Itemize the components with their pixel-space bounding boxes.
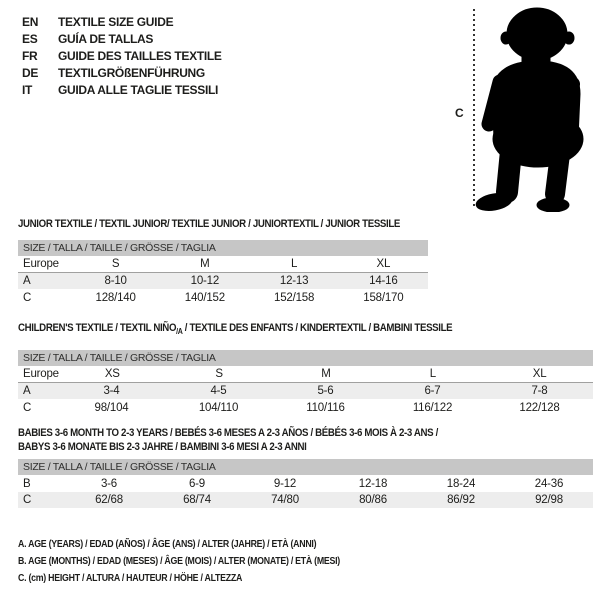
lang-code: ES — [22, 31, 38, 46]
table-cell: 128/140 — [95, 291, 136, 304]
table-cell: 12-13 — [279, 275, 309, 287]
heading-text: CHILDREN'S TEXTILE / TEXTIL NIÑO — [18, 322, 177, 334]
table-header-row — [18, 366, 593, 383]
lang-row-de — [22, 64, 222, 81]
footnote-c: C. (cm) HEIGHT / ALTURA / HAUTEUR / HÖHE / ALTEZZA — [18, 573, 243, 584]
lang-label: TEXTILE SIZE GUIDE — [58, 14, 174, 29]
table-header-cell: L — [429, 368, 436, 381]
section-heading: BABYS 3-6 MONATE BIS 2-3 JAHRE / BAMBINI 3-6 MESI A 2-3 ANNI — [18, 441, 307, 453]
lang-row-it — [22, 81, 222, 98]
lang-label: TEXTILGRÖßENFÜHRUNG — [58, 65, 205, 80]
table-cell: 5-6 — [317, 385, 334, 398]
heading-subscript: /A — [176, 327, 183, 337]
height-c-label: C — [455, 106, 464, 120]
table-row — [18, 492, 593, 508]
table-cell: 3-6 — [100, 477, 118, 490]
table-cell: 10-12 — [190, 275, 220, 287]
table-cell: 86/92 — [447, 494, 475, 506]
table-cell: 6-9 — [188, 477, 206, 490]
lang-label: GUÍA DE TALLAS — [58, 31, 154, 46]
footnotes — [18, 536, 384, 587]
language-guide — [22, 13, 222, 98]
section-heading — [18, 321, 524, 339]
table-header-cell: XL — [376, 258, 391, 270]
table-cell: 62/68 — [95, 494, 123, 506]
lang-code: EN — [22, 14, 39, 29]
table-cell: 116/122 — [412, 401, 453, 414]
table-row — [18, 399, 593, 416]
row-label: C — [23, 291, 32, 304]
table-cell: 4-5 — [210, 385, 227, 398]
size-bar: SIZE / TALLA / TAILLE / GRÖSSE / TAGLIA — [18, 240, 428, 256]
table-row — [18, 273, 428, 289]
table-header-cell: M — [321, 368, 331, 381]
table-header-cell: Europe — [23, 368, 59, 381]
lang-label: GUIDE DES TAILLES TEXTILE — [58, 48, 222, 63]
section-heading: JUNIOR TEXTILE / TEXTIL JUNIOR/ TEXTILE JUNIOR / JUNIORTEXTIL / JUNIOR TESSILE — [18, 218, 401, 230]
row-label: A — [23, 385, 31, 398]
table-cell: 158/170 — [363, 291, 404, 304]
table-header-cell: S — [215, 368, 223, 381]
size-bar: SIZE / TALLA / TAILLE / GRÖSSE / TAGLIA — [18, 459, 593, 475]
table-row — [18, 383, 593, 399]
table-header-cell: XL — [532, 368, 547, 381]
table-header-cell: Europe — [23, 258, 59, 270]
row-label: A — [23, 275, 31, 287]
table-cell: 110/116 — [306, 401, 345, 414]
table-header-cell: L — [291, 258, 298, 270]
lang-row-en — [22, 13, 222, 30]
heading-text: / TEXTILE DES ENFANTS / KINDERTEXTIL / BAMBINI TESSILE — [182, 322, 453, 334]
table-row — [18, 289, 428, 306]
table-cell: 92/98 — [535, 494, 563, 506]
row-label: C — [23, 401, 32, 414]
section-junior — [18, 217, 428, 306]
table-header-row — [18, 256, 428, 273]
table-header-cell: M — [200, 258, 210, 270]
table-cell: 104/110 — [198, 401, 239, 414]
table-row — [18, 475, 593, 492]
table-cell: 7-8 — [531, 385, 548, 398]
section-children — [18, 321, 593, 416]
row-label: C — [23, 494, 32, 506]
section-babies — [18, 426, 593, 508]
table-cell: 74/80 — [271, 494, 299, 506]
table-cell: 3-4 — [103, 385, 120, 398]
lang-code: FR — [22, 48, 38, 63]
table-cell: 9-12 — [273, 477, 297, 490]
row-label: B — [23, 477, 31, 490]
table-cell: 140/152 — [184, 291, 225, 304]
section-heading: BABIES 3-6 MONTH TO 2-3 YEARS / BEBÉS 3-6 MESES A 2-3 AÑOS / BÉBÉS 3-6 MOIS À 2-3 ANS / — [18, 427, 438, 439]
table-header-cell: S — [111, 258, 120, 270]
table-cell: 68/74 — [183, 494, 211, 506]
lang-row-es — [22, 30, 222, 47]
footnote-a: A. AGE (YEARS) / EDAD (AÑOS) / ÂGE (ANS) / ALTER (JAHRE) / ETÀ (ANNI) — [18, 539, 317, 550]
table-cell: 18-24 — [446, 477, 476, 490]
table-cell: 12-18 — [358, 477, 388, 490]
size-bar: SIZE / TALLA / TAILLE / GRÖSSE / TAGLIA — [18, 350, 593, 366]
table-cell: 122/128 — [519, 401, 560, 414]
table-cell: 152/158 — [274, 291, 315, 304]
lang-row-fr — [22, 47, 222, 64]
table-cell: 24-36 — [534, 477, 564, 490]
toddler-silhouette — [467, 6, 598, 212]
table-cell: 80/86 — [359, 494, 387, 506]
lang-label: GUIDA ALLE TAGLIE TESSILI — [58, 82, 219, 97]
footnote-b: B. AGE (MONTHS) / EDAD (MESES) / ÂGE (MOIS) / ALTER (MONATE) / ETÀ (MESI) — [18, 556, 340, 567]
toddler-body — [475, 8, 583, 212]
table-cell: 8-10 — [104, 275, 127, 287]
table-header-cell: XS — [104, 368, 120, 381]
lang-code: IT — [22, 82, 33, 97]
table-cell: 14-16 — [369, 275, 398, 287]
table-cell: 98/104 — [94, 401, 129, 414]
lang-code: DE — [22, 65, 39, 80]
table-cell: 6-7 — [424, 385, 441, 398]
